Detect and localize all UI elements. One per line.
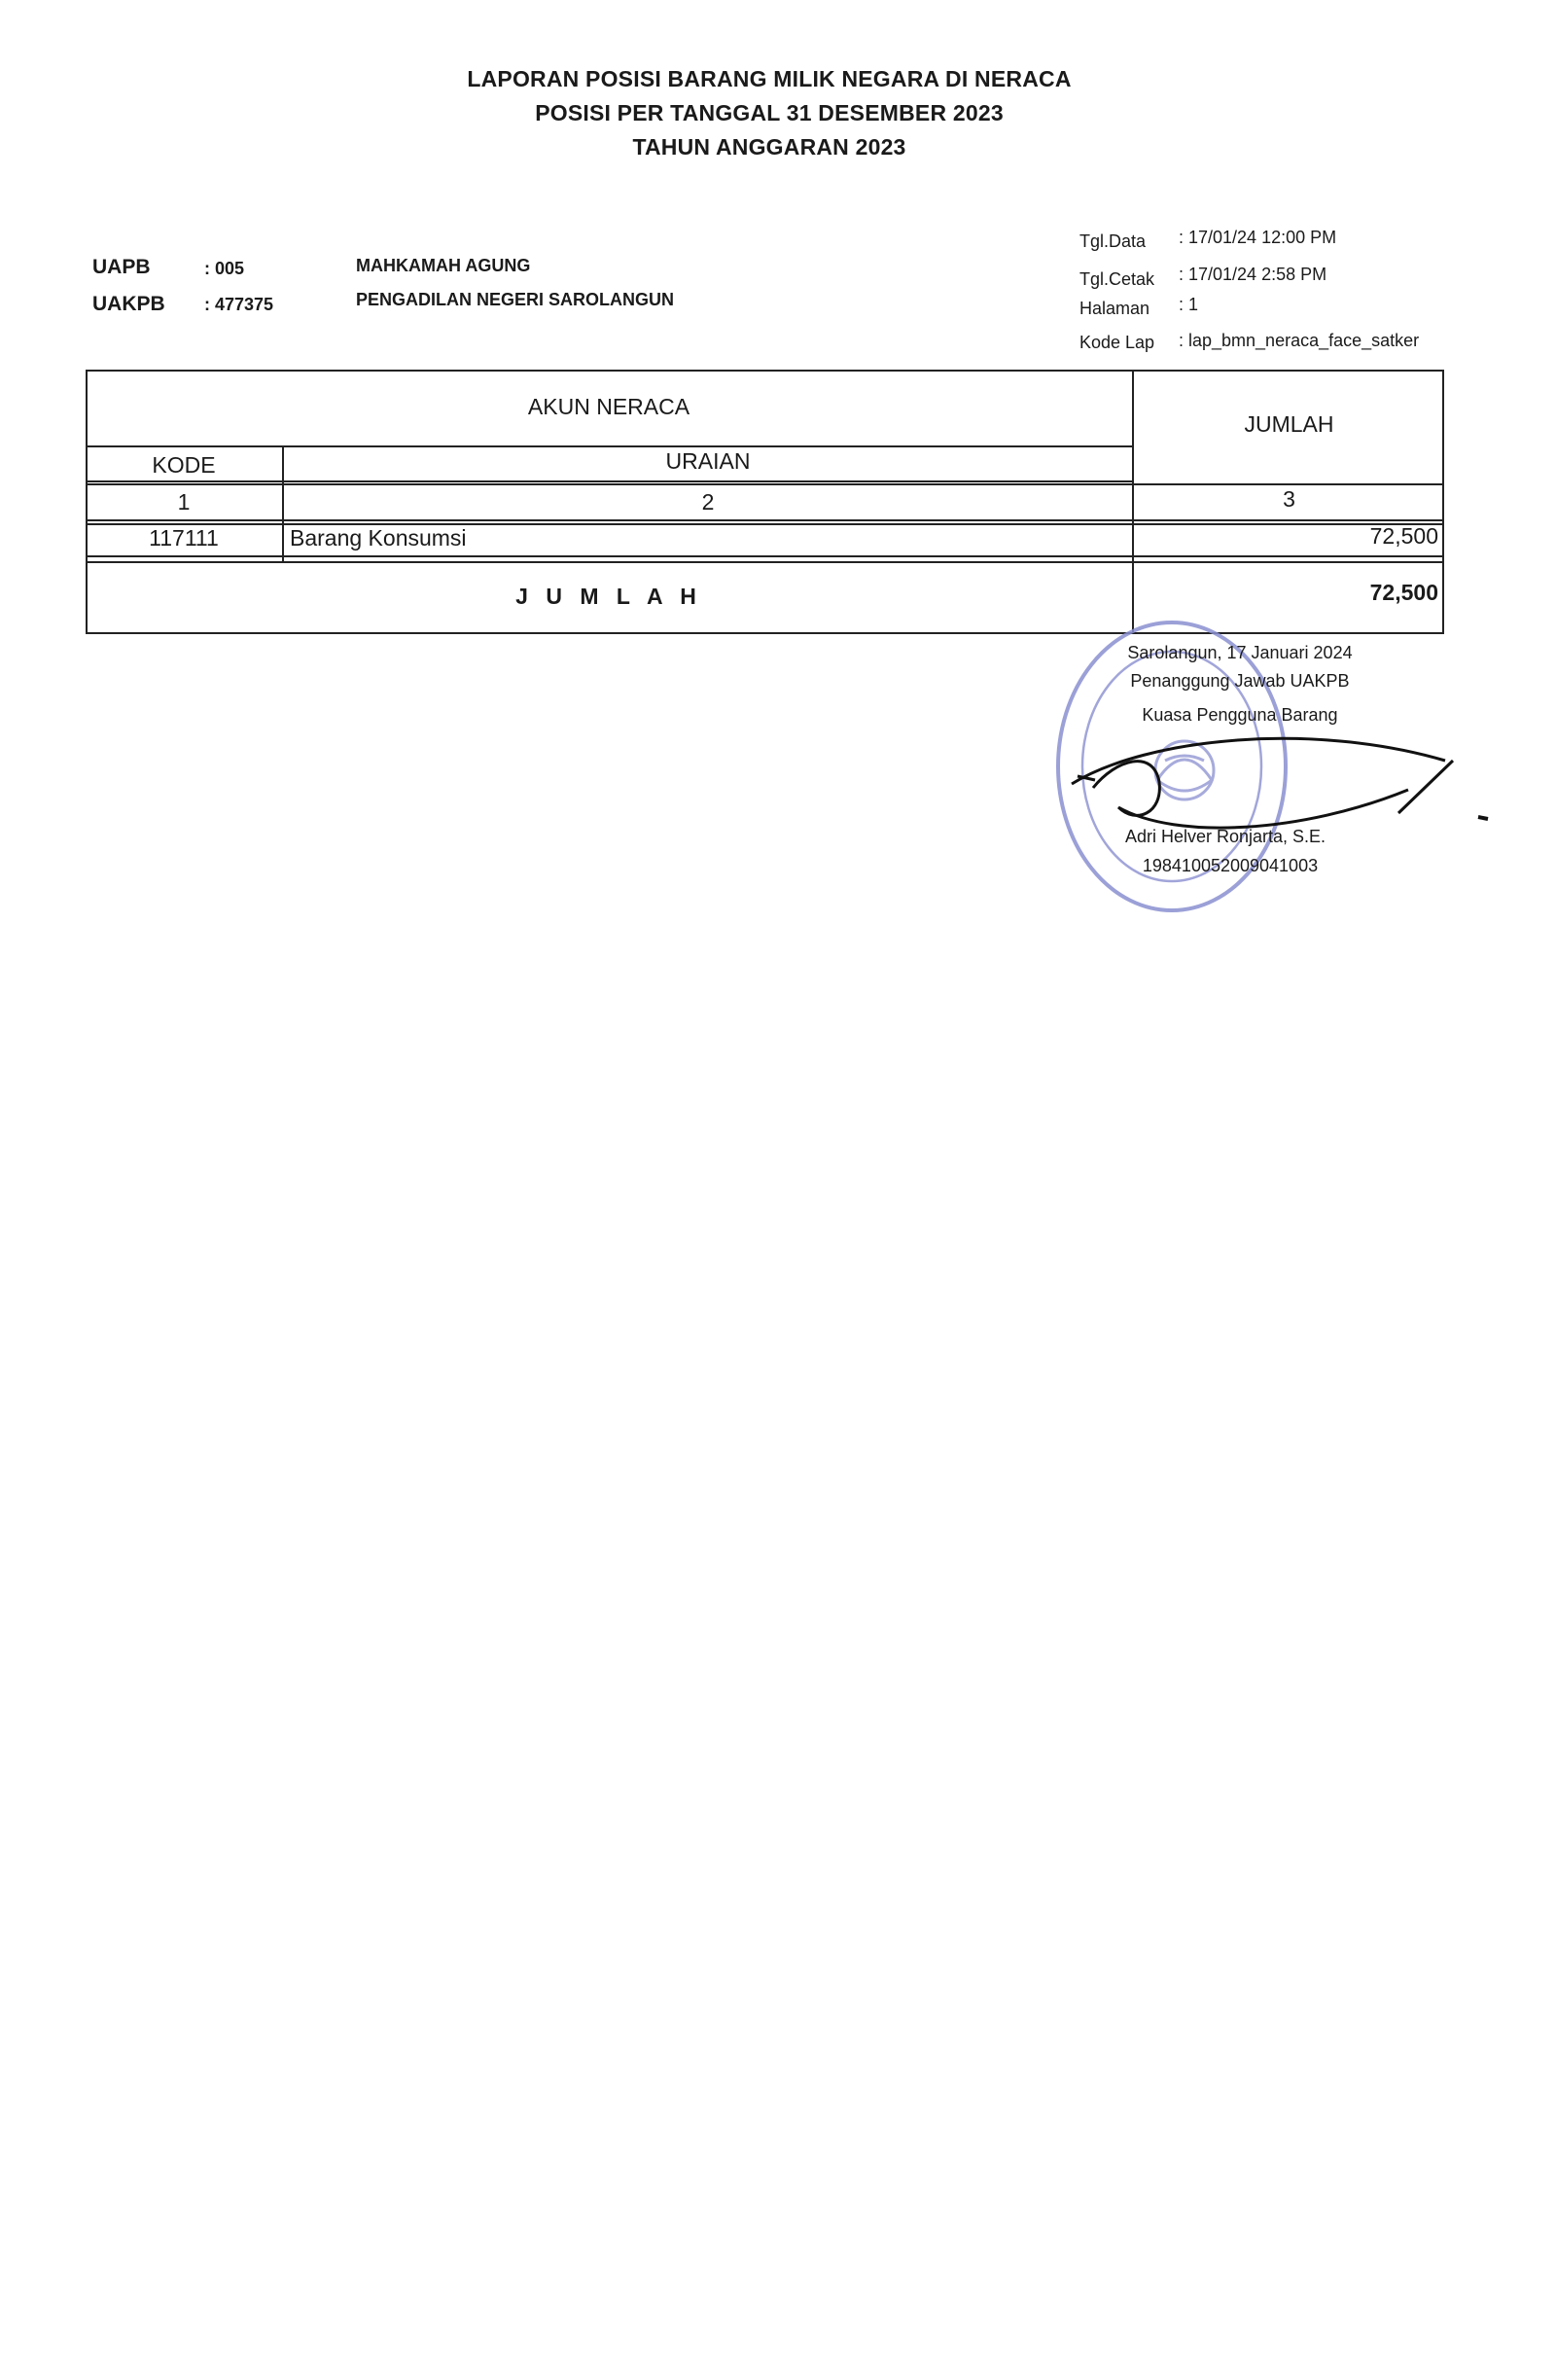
row-jumlah: 72,500: [1369, 523, 1438, 549]
akun-neraca-header: AKUN NERACA: [527, 394, 690, 419]
signature-role-1: Penanggung Jawab UAKPB: [1130, 671, 1350, 691]
col-number-2: 2: [701, 489, 715, 515]
kode-lap-value: : lap_bmn_neraca_face_satker: [1179, 331, 1420, 350]
tgl-data-value: : 17/01/24 12:00 PM: [1179, 228, 1337, 247]
halaman-label: Halaman: [1079, 299, 1150, 318]
tgl-cetak-value: : 17/01/24 2:58 PM: [1179, 265, 1327, 284]
kode-header: KODE: [152, 452, 216, 478]
tgl-data-label: Tgl.Data: [1079, 231, 1147, 251]
total-label: J U M L A H: [515, 584, 702, 609]
uakpb-name: PENGADILAN NEGERI SAROLANGUN: [356, 290, 675, 309]
row-uraian: Barang Konsumsi: [290, 525, 467, 551]
report-subtitle-year: TAHUN ANGGARAN 2023: [632, 134, 906, 160]
signature-name: Adri Helver Ronjarta, S.E.: [1124, 827, 1326, 846]
tgl-cetak-label: Tgl.Cetak: [1079, 269, 1155, 289]
uakpb-label: UAKPB: [92, 293, 165, 315]
halaman-value: : 1: [1179, 295, 1199, 314]
uapb-name: MAHKAMAH AGUNG: [356, 256, 531, 275]
uapb-code: : 005: [204, 259, 245, 278]
kode-lap-label: Kode Lap: [1079, 333, 1155, 352]
signature-role-2: Kuasa Pengguna Barang: [1142, 705, 1338, 725]
col-number-1: 1: [177, 489, 191, 515]
signature-nip: 198410052009041003: [1142, 856, 1319, 875]
signature-place-date: Sarolangun, 17 Januari 2024: [1127, 643, 1353, 662]
jumlah-header: JUMLAH: [1244, 411, 1334, 437]
total-value: 72,500: [1369, 580, 1438, 605]
uakpb-code: : 477375: [204, 295, 274, 314]
row-kode: 117111: [149, 525, 219, 551]
col-number-3: 3: [1283, 486, 1295, 512]
report-title: LAPORAN POSISI BARANG MILIK NEGARA DI NERACA: [467, 66, 1072, 91]
uapb-label: UAPB: [92, 256, 151, 278]
report-subtitle-date: POSISI PER TANGGAL 31 DESEMBER 2023: [535, 100, 1004, 125]
uraian-header: URAIAN: [665, 448, 751, 474]
handwritten-signature: [1060, 720, 1507, 866]
